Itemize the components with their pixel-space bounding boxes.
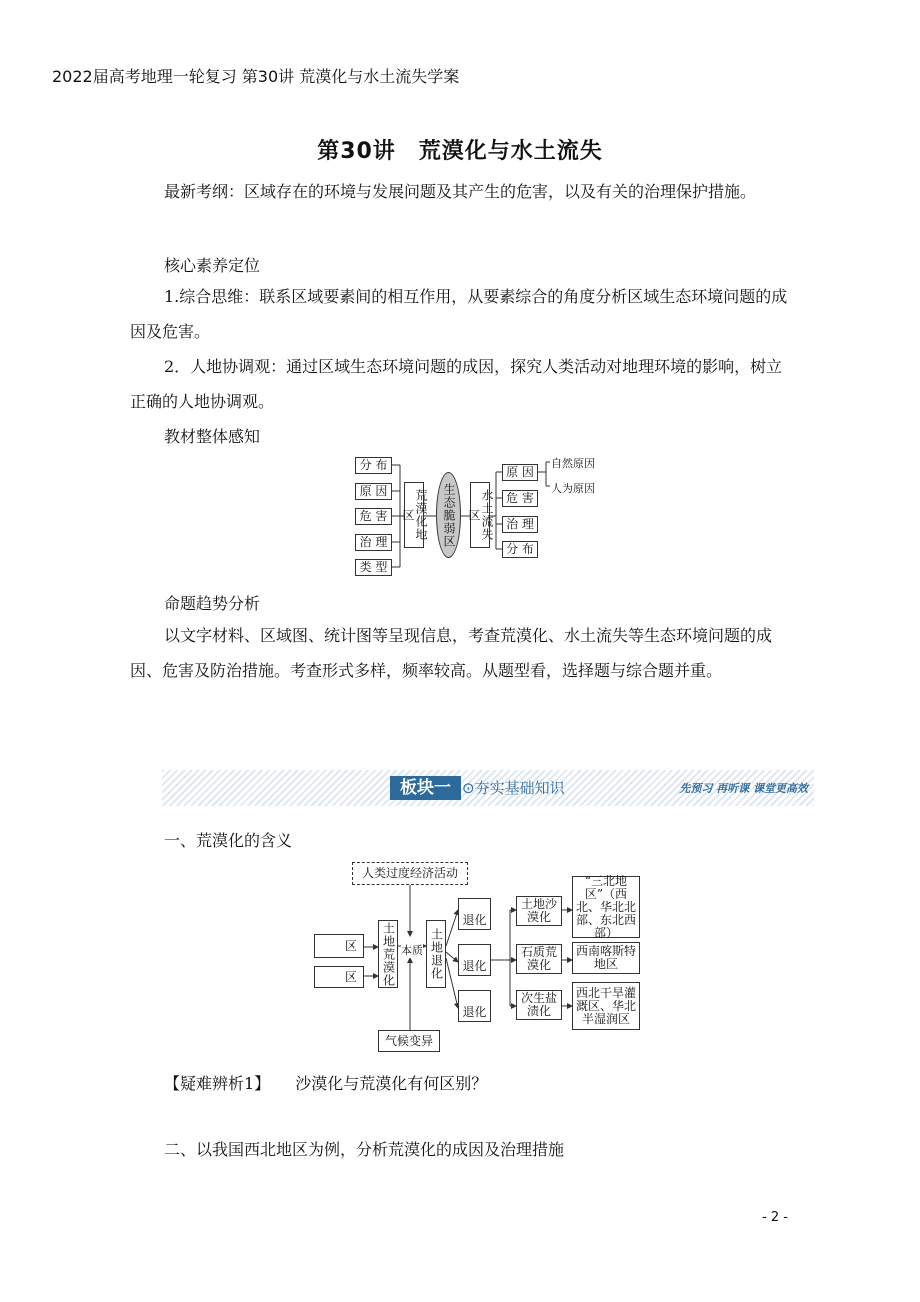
core-point-2: 2．人地协调观：通过区域生态环境问题的成因，探究人类活动对地理环境的影响，树立正确的人地协调观。 — [130, 357, 783, 411]
land-degradation-box: 土地退化 — [426, 920, 446, 988]
right-item-distribution: 分 布 — [502, 541, 538, 558]
natural-cause-label: 自然原因 — [551, 457, 595, 470]
rocky-desertification-box: 石质荒漠化 — [516, 944, 562, 974]
core-point-1: 1.综合思维：联系区域要素间的相互作用，从要素综合的角度分析区域生态环境问题的成因及危害。 — [130, 287, 788, 341]
left-item-cause: 原 因 — [355, 483, 392, 500]
land-sandification-box: 土地沙漠化 — [516, 896, 562, 926]
banner-subtitle: ⊙夯实基础知识 — [462, 779, 565, 797]
trend-text: 以文字材料、区域图、统计图等呈现信息，考查荒漠化、水土流失等生态环境问题的成因、危害及防治措施。考查形式多样，频率较高。从题型看，选择题与综合题并重。 — [130, 626, 773, 680]
secondary-salinization-box: 次生盐渍化 — [516, 990, 562, 1020]
page-header: 2022届高考地理一轮复习 第30讲 荒漠化与水土流失学案 — [52, 67, 460, 86]
core-heading: 核心素养定位 — [164, 256, 261, 275]
section2-heading: 二、以我国西北地区为例，分析荒漠化的成因及治理措施 — [164, 1140, 565, 1159]
blank-region-2: 区 — [314, 966, 364, 988]
page-title: 第30讲 荒漠化与水土流失 — [317, 139, 603, 164]
right-item-harm: 危 害 — [502, 490, 538, 507]
degradation-2: 退化 — [458, 944, 491, 976]
right-item-cause: 原 因 — [502, 464, 538, 481]
banner-slogan: 先预习 再听课 课堂更高效 — [679, 782, 808, 795]
human-activity-box: 人类过度经济活动 — [352, 862, 468, 885]
human-cause-label: 人为原因 — [551, 482, 595, 495]
fragile-zone-ellipse: 生态脆弱区 — [436, 472, 461, 558]
banner-title: 板块一 — [390, 776, 461, 800]
overview-heading: 教材整体感知 — [164, 427, 261, 446]
left-item-harm: 危 害 — [355, 508, 392, 525]
degradation-1: 退化 — [458, 898, 491, 930]
overview-diagram — [350, 452, 610, 582]
trend-heading: 命题趋势分析 — [164, 594, 261, 613]
left-item-type: 类 型 — [355, 559, 392, 576]
climate-change-box: 气候变异 — [378, 1030, 440, 1052]
question-1-text: 沙漠化与荒漠化有何区别？ — [295, 1074, 488, 1093]
left-item-control: 治 理 — [355, 534, 392, 551]
land-desertification-box: 土地荒漠化 — [378, 920, 398, 988]
section1-heading: 一、荒漠化的含义 — [164, 831, 293, 850]
essence-label: 本质 — [401, 944, 423, 957]
desertification-diagram — [300, 858, 650, 1058]
soil-erosion-area-box: 水土流失区 — [470, 482, 490, 548]
blank-region-1: 区 — [314, 934, 364, 958]
desertified-area-box: 荒漠化地区 — [404, 482, 424, 548]
degradation-3: 退化 — [458, 990, 491, 1022]
karst-region-box: 西南喀斯特地区 — [572, 942, 640, 974]
three-north-region-box: “三北地区”（西北、华北北部、东北西部） — [572, 876, 640, 938]
page-number: - 2 - — [762, 1210, 788, 1225]
question-1 — [164, 1071, 487, 1094]
irrigation-region-box: 西北干旱灌溉区、华北半湿润区 — [572, 982, 640, 1030]
section-banner — [162, 770, 814, 806]
right-item-control: 治 理 — [502, 516, 538, 533]
left-item-distribution: 分 布 — [355, 457, 392, 474]
question-1-tag: 【疑难辨析1】 — [164, 1074, 271, 1093]
exam-outline: 最新考纲：区域存在的环境与发展问题及其产生的危害，以及有关的治理保护措施。 — [164, 182, 757, 201]
